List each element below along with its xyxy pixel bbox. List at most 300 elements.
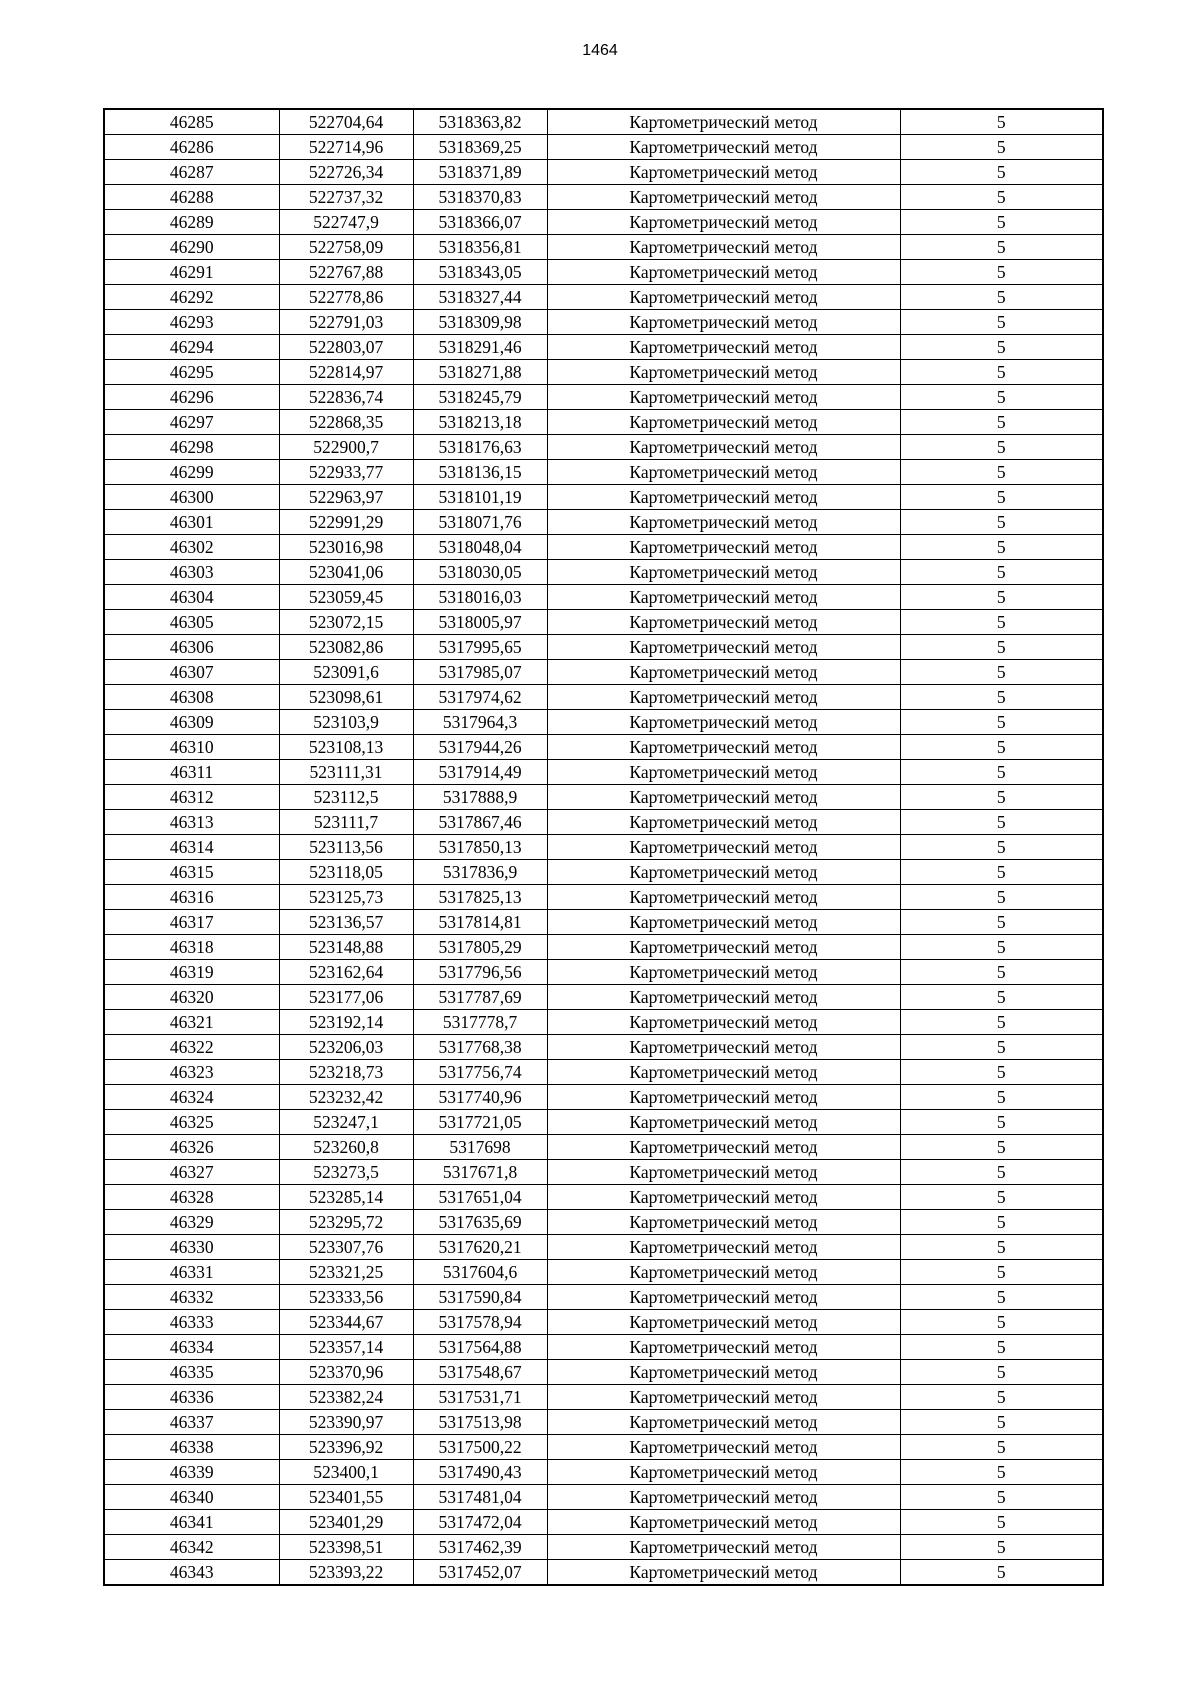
method-cell: Картометрический метод [547, 410, 900, 435]
method-cell: Картометрический метод [547, 1185, 900, 1210]
table-row [104, 510, 1103, 535]
method-cell: Картометрический метод [547, 960, 900, 985]
point-number-cell: 46288 [104, 185, 279, 210]
y-coordinate-cell: 5318371,89 [413, 160, 547, 185]
y-coordinate-cell: 5317964,3 [413, 710, 547, 735]
table-row [104, 1260, 1103, 1285]
point-number-cell: 46297 [104, 410, 279, 435]
method-cell: Картометрический метод [547, 1260, 900, 1285]
table-row [104, 1135, 1103, 1160]
method-cell: Картометрический метод [547, 1485, 900, 1510]
x-coordinate-cell: 523398,51 [279, 1535, 413, 1560]
point-number-cell: 46314 [104, 835, 279, 860]
accuracy-cell: 5 [900, 1010, 1103, 1035]
method-cell: Картометрический метод [547, 735, 900, 760]
method-cell: Картометрический метод [547, 310, 900, 335]
table-row [104, 1060, 1103, 1085]
table-row [104, 1310, 1103, 1335]
table-row [104, 235, 1103, 260]
table-row [104, 460, 1103, 485]
x-coordinate-cell: 523218,73 [279, 1060, 413, 1085]
point-number-cell: 46318 [104, 935, 279, 960]
method-cell: Картометрический метод [547, 285, 900, 310]
point-number-cell: 46305 [104, 610, 279, 635]
y-coordinate-cell: 5317836,9 [413, 860, 547, 885]
method-cell: Картометрический метод [547, 185, 900, 210]
method-cell: Картометрический метод [547, 1110, 900, 1135]
x-coordinate-cell: 523118,05 [279, 860, 413, 885]
method-cell: Картометрический метод [547, 160, 900, 185]
table-row [104, 1385, 1103, 1410]
table-row [104, 585, 1103, 610]
accuracy-cell: 5 [900, 1160, 1103, 1185]
accuracy-cell: 5 [900, 835, 1103, 860]
point-number-cell: 46313 [104, 810, 279, 835]
y-coordinate-cell: 5317531,71 [413, 1385, 547, 1410]
point-number-cell: 46309 [104, 710, 279, 735]
method-cell: Картометрический метод [547, 760, 900, 785]
x-coordinate-cell: 523111,7 [279, 810, 413, 835]
accuracy-cell: 5 [900, 1035, 1103, 1060]
table-row [104, 1560, 1103, 1586]
y-coordinate-cell: 5317620,21 [413, 1235, 547, 1260]
method-cell: Картометрический метод [547, 585, 900, 610]
method-cell: Картометрический метод [547, 385, 900, 410]
table-row [104, 185, 1103, 210]
table-row [104, 335, 1103, 360]
point-number-cell: 46308 [104, 685, 279, 710]
table-row [104, 785, 1103, 810]
y-coordinate-cell: 5318343,05 [413, 260, 547, 285]
accuracy-cell: 5 [900, 935, 1103, 960]
method-cell: Картометрический метод [547, 610, 900, 635]
point-number-cell: 46329 [104, 1210, 279, 1235]
y-coordinate-cell: 5318366,07 [413, 210, 547, 235]
y-coordinate-cell: 5317825,13 [413, 885, 547, 910]
y-coordinate-cell: 5317995,65 [413, 635, 547, 660]
accuracy-cell: 5 [900, 1435, 1103, 1460]
x-coordinate-cell: 522814,97 [279, 360, 413, 385]
x-coordinate-cell: 523112,5 [279, 785, 413, 810]
table-row [104, 560, 1103, 585]
table-body [104, 109, 1103, 1585]
accuracy-cell: 5 [900, 1535, 1103, 1560]
x-coordinate-cell: 522803,07 [279, 335, 413, 360]
x-coordinate-cell: 522778,86 [279, 285, 413, 310]
accuracy-cell: 5 [900, 660, 1103, 685]
x-coordinate-cell: 522726,34 [279, 160, 413, 185]
point-number-cell: 46325 [104, 1110, 279, 1135]
y-coordinate-cell: 5317944,26 [413, 735, 547, 760]
page-number: 1464 [582, 42, 618, 59]
y-coordinate-cell: 5317513,98 [413, 1410, 547, 1435]
method-cell: Картометрический метод [547, 485, 900, 510]
point-number-cell: 46331 [104, 1260, 279, 1285]
table-row [104, 985, 1103, 1010]
method-cell: Картометрический метод [547, 910, 900, 935]
method-cell: Картометрический метод [547, 1460, 900, 1485]
x-coordinate-cell: 523390,97 [279, 1410, 413, 1435]
x-coordinate-cell: 523177,06 [279, 985, 413, 1010]
table-row [104, 435, 1103, 460]
x-coordinate-cell: 523393,22 [279, 1560, 413, 1586]
x-coordinate-cell: 523232,42 [279, 1085, 413, 1110]
x-coordinate-cell: 523072,15 [279, 610, 413, 635]
accuracy-cell: 5 [900, 1335, 1103, 1360]
method-cell: Картометрический метод [547, 1335, 900, 1360]
method-cell: Картометрический метод [547, 1385, 900, 1410]
x-coordinate-cell: 522758,09 [279, 235, 413, 260]
x-coordinate-cell: 523273,5 [279, 1160, 413, 1185]
y-coordinate-cell: 5317564,88 [413, 1335, 547, 1360]
accuracy-cell: 5 [900, 385, 1103, 410]
accuracy-cell: 5 [900, 1310, 1103, 1335]
method-cell: Картометрический метод [547, 1210, 900, 1235]
point-number-cell: 46337 [104, 1410, 279, 1435]
table-row [104, 635, 1103, 660]
y-coordinate-cell: 5318176,63 [413, 435, 547, 460]
table-row [104, 1110, 1103, 1135]
accuracy-cell: 5 [900, 1385, 1103, 1410]
table-row [104, 535, 1103, 560]
method-cell: Картометрический метод [547, 1060, 900, 1085]
x-coordinate-cell: 523382,24 [279, 1385, 413, 1410]
y-coordinate-cell: 5317914,49 [413, 760, 547, 785]
x-coordinate-cell: 523206,03 [279, 1035, 413, 1060]
x-coordinate-cell: 523307,76 [279, 1235, 413, 1260]
table-row [104, 1035, 1103, 1060]
accuracy-cell: 5 [900, 109, 1103, 135]
method-cell: Картометрический метод [547, 1510, 900, 1535]
table-row [104, 1510, 1103, 1535]
x-coordinate-cell: 522747,9 [279, 210, 413, 235]
method-cell: Картометрический метод [547, 885, 900, 910]
y-coordinate-cell: 5318005,97 [413, 610, 547, 635]
table-row [104, 485, 1103, 510]
x-coordinate-cell: 523344,67 [279, 1310, 413, 1335]
table-row [104, 1010, 1103, 1035]
y-coordinate-cell: 5317740,96 [413, 1085, 547, 1110]
y-coordinate-cell: 5318356,81 [413, 235, 547, 260]
point-number-cell: 46300 [104, 485, 279, 510]
point-number-cell: 46310 [104, 735, 279, 760]
y-coordinate-cell: 5317814,81 [413, 910, 547, 935]
method-cell: Картометрический метод [547, 785, 900, 810]
y-coordinate-cell: 5318363,82 [413, 109, 547, 135]
accuracy-cell: 5 [900, 260, 1103, 285]
method-cell: Картометрический метод [547, 460, 900, 485]
accuracy-cell: 5 [900, 1510, 1103, 1535]
accuracy-cell: 5 [900, 685, 1103, 710]
method-cell: Картометрический метод [547, 685, 900, 710]
accuracy-cell: 5 [900, 235, 1103, 260]
point-number-cell: 46303 [104, 560, 279, 585]
accuracy-cell: 5 [900, 135, 1103, 160]
y-coordinate-cell: 5318291,46 [413, 335, 547, 360]
method-cell: Картометрический метод [547, 435, 900, 460]
point-number-cell: 46315 [104, 860, 279, 885]
accuracy-cell: 5 [900, 285, 1103, 310]
coordinates-table [103, 108, 1104, 1586]
x-coordinate-cell: 523401,29 [279, 1510, 413, 1535]
y-coordinate-cell: 5317974,62 [413, 685, 547, 710]
y-coordinate-cell: 5317472,04 [413, 1510, 547, 1535]
y-coordinate-cell: 5317635,69 [413, 1210, 547, 1235]
point-number-cell: 46285 [104, 109, 279, 135]
x-coordinate-cell: 522900,7 [279, 435, 413, 460]
method-cell: Картометрический метод [547, 1360, 900, 1385]
y-coordinate-cell: 5317604,6 [413, 1260, 547, 1285]
y-coordinate-cell: 5317481,04 [413, 1485, 547, 1510]
table-row [104, 885, 1103, 910]
x-coordinate-cell: 522791,03 [279, 310, 413, 335]
accuracy-cell: 5 [900, 1485, 1103, 1510]
table-row [104, 1160, 1103, 1185]
y-coordinate-cell: 5317721,05 [413, 1110, 547, 1135]
point-number-cell: 46335 [104, 1360, 279, 1385]
point-number-cell: 46295 [104, 360, 279, 385]
point-number-cell: 46312 [104, 785, 279, 810]
table-row [104, 760, 1103, 785]
x-coordinate-cell: 523401,55 [279, 1485, 413, 1510]
y-coordinate-cell: 5317850,13 [413, 835, 547, 860]
method-cell: Картометрический метод [547, 560, 900, 585]
accuracy-cell: 5 [900, 560, 1103, 585]
table-row [104, 1285, 1103, 1310]
point-number-cell: 46294 [104, 335, 279, 360]
table-row [104, 660, 1103, 685]
point-number-cell: 46338 [104, 1435, 279, 1460]
y-coordinate-cell: 5318271,88 [413, 360, 547, 385]
x-coordinate-cell: 523396,92 [279, 1435, 413, 1460]
accuracy-cell: 5 [900, 785, 1103, 810]
y-coordinate-cell: 5317867,46 [413, 810, 547, 835]
x-coordinate-cell: 522767,88 [279, 260, 413, 285]
y-coordinate-cell: 5318101,19 [413, 485, 547, 510]
point-number-cell: 46333 [104, 1310, 279, 1335]
y-coordinate-cell: 5318016,03 [413, 585, 547, 610]
table-row [104, 610, 1103, 635]
accuracy-cell: 5 [900, 1085, 1103, 1110]
point-number-cell: 46327 [104, 1160, 279, 1185]
point-number-cell: 46320 [104, 985, 279, 1010]
x-coordinate-cell: 523108,13 [279, 735, 413, 760]
point-number-cell: 46332 [104, 1285, 279, 1310]
x-coordinate-cell: 523247,1 [279, 1110, 413, 1135]
x-coordinate-cell: 523041,06 [279, 560, 413, 585]
accuracy-cell: 5 [900, 160, 1103, 185]
point-number-cell: 46326 [104, 1135, 279, 1160]
accuracy-cell: 5 [900, 985, 1103, 1010]
point-number-cell: 46287 [104, 160, 279, 185]
accuracy-cell: 5 [900, 335, 1103, 360]
table-row [104, 1185, 1103, 1210]
accuracy-cell: 5 [900, 1460, 1103, 1485]
accuracy-cell: 5 [900, 635, 1103, 660]
y-coordinate-cell: 5317888,9 [413, 785, 547, 810]
y-coordinate-cell: 5317452,07 [413, 1560, 547, 1586]
y-coordinate-cell: 5318213,18 [413, 410, 547, 435]
x-coordinate-cell: 522704,64 [279, 109, 413, 135]
table-row [104, 135, 1103, 160]
x-coordinate-cell: 523333,56 [279, 1285, 413, 1310]
method-cell: Картометрический метод [547, 1235, 900, 1260]
y-coordinate-cell: 5318071,76 [413, 510, 547, 535]
x-coordinate-cell: 523113,56 [279, 835, 413, 860]
x-coordinate-cell: 523091,6 [279, 660, 413, 685]
y-coordinate-cell: 5317796,56 [413, 960, 547, 985]
table-row [104, 385, 1103, 410]
x-coordinate-cell: 523192,14 [279, 1010, 413, 1035]
table-row [104, 960, 1103, 985]
method-cell: Картометрический метод [547, 260, 900, 285]
accuracy-cell: 5 [900, 1135, 1103, 1160]
point-number-cell: 46292 [104, 285, 279, 310]
point-number-cell: 46324 [104, 1085, 279, 1110]
x-coordinate-cell: 523082,86 [279, 635, 413, 660]
point-number-cell: 46339 [104, 1460, 279, 1485]
table-row [104, 835, 1103, 860]
method-cell: Картометрический метод [547, 1135, 900, 1160]
table-row [104, 1435, 1103, 1460]
accuracy-cell: 5 [900, 210, 1103, 235]
point-number-cell: 46304 [104, 585, 279, 610]
accuracy-cell: 5 [900, 1410, 1103, 1435]
table-row [104, 935, 1103, 960]
table-row [104, 160, 1103, 185]
y-coordinate-cell: 5318030,05 [413, 560, 547, 585]
y-coordinate-cell: 5318136,15 [413, 460, 547, 485]
point-number-cell: 46341 [104, 1510, 279, 1535]
accuracy-cell: 5 [900, 360, 1103, 385]
table-row [104, 810, 1103, 835]
method-cell: Картометрический метод [547, 1310, 900, 1335]
x-coordinate-cell: 523125,73 [279, 885, 413, 910]
table-row [104, 910, 1103, 935]
point-number-cell: 46323 [104, 1060, 279, 1085]
method-cell: Картометрический метод [547, 1435, 900, 1460]
y-coordinate-cell: 5317500,22 [413, 1435, 547, 1460]
table-row [104, 1410, 1103, 1435]
accuracy-cell: 5 [900, 1060, 1103, 1085]
x-coordinate-cell: 522836,74 [279, 385, 413, 410]
method-cell: Картометрический метод [547, 1160, 900, 1185]
y-coordinate-cell: 5318327,44 [413, 285, 547, 310]
point-number-cell: 46336 [104, 1385, 279, 1410]
point-number-cell: 46319 [104, 960, 279, 985]
method-cell: Картометрический метод [547, 1035, 900, 1060]
method-cell: Картометрический метод [547, 1085, 900, 1110]
accuracy-cell: 5 [900, 760, 1103, 785]
table-row [104, 285, 1103, 310]
accuracy-cell: 5 [900, 1235, 1103, 1260]
point-number-cell: 46296 [104, 385, 279, 410]
accuracy-cell: 5 [900, 810, 1103, 835]
table-row [104, 1460, 1103, 1485]
method-cell: Картометрический метод [547, 710, 900, 735]
accuracy-cell: 5 [900, 1285, 1103, 1310]
x-coordinate-cell: 523016,98 [279, 535, 413, 560]
accuracy-cell: 5 [900, 860, 1103, 885]
point-number-cell: 46298 [104, 435, 279, 460]
x-coordinate-cell: 522991,29 [279, 510, 413, 535]
point-number-cell: 46343 [104, 1560, 279, 1586]
y-coordinate-cell: 5317578,94 [413, 1310, 547, 1335]
table-row [104, 1210, 1103, 1235]
accuracy-cell: 5 [900, 885, 1103, 910]
accuracy-cell: 5 [900, 710, 1103, 735]
accuracy-cell: 5 [900, 185, 1103, 210]
y-coordinate-cell: 5318309,98 [413, 310, 547, 335]
x-coordinate-cell: 523148,88 [279, 935, 413, 960]
method-cell: Картометрический метод [547, 109, 900, 135]
y-coordinate-cell: 5317805,29 [413, 935, 547, 960]
point-number-cell: 46306 [104, 635, 279, 660]
method-cell: Картометрический метод [547, 1410, 900, 1435]
table-row [104, 310, 1103, 335]
y-coordinate-cell: 5317490,43 [413, 1460, 547, 1485]
accuracy-cell: 5 [900, 535, 1103, 560]
method-cell: Картометрический метод [547, 660, 900, 685]
method-cell: Картометрический метод [547, 835, 900, 860]
point-number-cell: 46316 [104, 885, 279, 910]
method-cell: Картометрический метод [547, 635, 900, 660]
accuracy-cell: 5 [900, 1360, 1103, 1385]
accuracy-cell: 5 [900, 735, 1103, 760]
method-cell: Картометрический метод [547, 510, 900, 535]
table-row [104, 109, 1103, 135]
x-coordinate-cell: 523162,64 [279, 960, 413, 985]
table-row [104, 1535, 1103, 1560]
x-coordinate-cell: 523260,8 [279, 1135, 413, 1160]
point-number-cell: 46293 [104, 310, 279, 335]
table-row [104, 410, 1103, 435]
y-coordinate-cell: 5317462,39 [413, 1535, 547, 1560]
accuracy-cell: 5 [900, 510, 1103, 535]
y-coordinate-cell: 5317548,67 [413, 1360, 547, 1385]
table-row [104, 1085, 1103, 1110]
point-number-cell: 46321 [104, 1010, 279, 1035]
y-coordinate-cell: 5318245,79 [413, 385, 547, 410]
y-coordinate-cell: 5317756,74 [413, 1060, 547, 1085]
table-row [104, 360, 1103, 385]
point-number-cell: 46328 [104, 1185, 279, 1210]
method-cell: Картометрический метод [547, 360, 900, 385]
accuracy-cell: 5 [900, 610, 1103, 635]
y-coordinate-cell: 5318370,83 [413, 185, 547, 210]
accuracy-cell: 5 [900, 460, 1103, 485]
accuracy-cell: 5 [900, 960, 1103, 985]
table-row [104, 260, 1103, 285]
point-number-cell: 46334 [104, 1335, 279, 1360]
table-row [104, 210, 1103, 235]
y-coordinate-cell: 5317768,38 [413, 1035, 547, 1060]
accuracy-cell: 5 [900, 1110, 1103, 1135]
accuracy-cell: 5 [900, 435, 1103, 460]
point-number-cell: 46342 [104, 1535, 279, 1560]
x-coordinate-cell: 523321,25 [279, 1260, 413, 1285]
accuracy-cell: 5 [900, 1210, 1103, 1235]
x-coordinate-cell: 522963,97 [279, 485, 413, 510]
point-number-cell: 46311 [104, 760, 279, 785]
table-row [104, 860, 1103, 885]
y-coordinate-cell: 5317651,04 [413, 1185, 547, 1210]
x-coordinate-cell: 523136,57 [279, 910, 413, 935]
table-row [104, 1360, 1103, 1385]
accuracy-cell: 5 [900, 1185, 1103, 1210]
point-number-cell: 46317 [104, 910, 279, 935]
accuracy-cell: 5 [900, 1260, 1103, 1285]
